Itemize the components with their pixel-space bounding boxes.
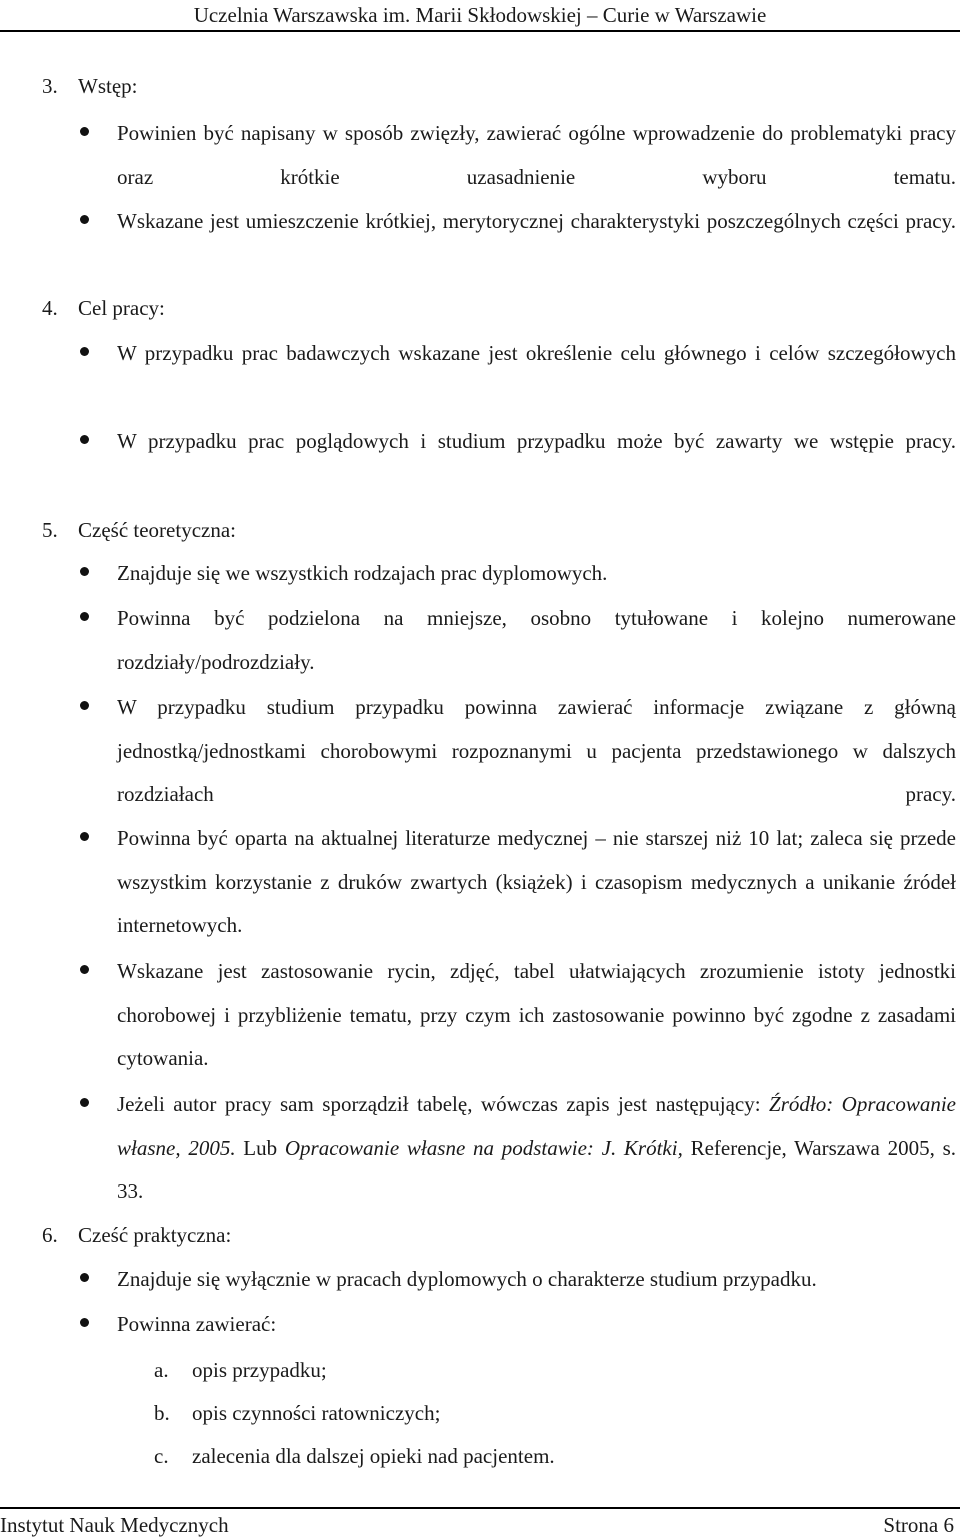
footer-institute: Instytut Nauk Medycznych [0, 1513, 229, 1537]
section-title: Cześć praktyczna: [78, 1223, 232, 1247]
citation-example-1: Źródło: Opracowanie własne, 2005. [117, 1092, 957, 1160]
sub-list-item [154, 1355, 327, 1385]
bullet-icon [80, 567, 89, 576]
sub-list-item [154, 1441, 555, 1471]
bullet-icon [80, 965, 89, 974]
section-title: Część teoretyczna: [78, 518, 236, 542]
header-divider [0, 30, 960, 32]
sub-list-item [154, 1398, 440, 1428]
bullet-icon [80, 612, 89, 621]
list-item-text: Powinna zawierać: [117, 1312, 277, 1336]
list-item-text: W przypadku prac badawczych wskazane jest określenie celu głównego i celów szczegółowych [117, 341, 956, 365]
sub-list-text: opis czynności ratowniczych; [192, 1401, 441, 1425]
bullet-icon [80, 215, 89, 224]
section-title: Wstęp: [78, 74, 138, 98]
sub-list-text: opis przypadku; [192, 1358, 327, 1382]
list-item-text: W przypadku prac poglądowych i studium przypadku może być zawarty we wstępie pracy. [117, 429, 956, 453]
sub-list-text: zalecenia dla dalszej opieki nad pacjentem. [192, 1444, 555, 1468]
sub-list-letter: c. [154, 1444, 169, 1468]
list-item-text: Powinien być napisany w sposób zwięzły, zawierać ogólne wprowadzenie do problematyki pracy oraz krótkie uzasadnienie wyboru tematu. [117, 121, 956, 189]
section-title: Cel pracy: [78, 296, 165, 320]
bullet-icon [80, 1098, 89, 1107]
list-item-text: Znajduje się wyłącznie w pracach dyplomowych o charakterze studium przypadku. [117, 1267, 817, 1291]
list-item [80, 1258, 956, 1302]
list-item [80, 332, 956, 419]
bullet-icon [80, 832, 89, 841]
list-item [80, 1303, 956, 1347]
list-item-text: Powinna być podzielona na mniejsze, osobno tytułowane i kolejno numerowane rozdziały/podrozdziały. [117, 606, 956, 674]
list-item [80, 420, 956, 507]
section-5-heading [42, 515, 236, 545]
section-number: 3. [42, 74, 58, 98]
bullet-icon [80, 435, 89, 444]
bullet-icon [80, 1318, 89, 1327]
page-footer [0, 1511, 960, 1539]
list-item-text: Wskazane jest umieszczenie krótkiej, merytorycznej charakterystyki poszczególnych części pracy. [117, 209, 956, 233]
list-item-text: Wskazane jest zastosowanie rycin, zdjęć, tabel ułatwiających zrozumienie istoty jednostki chorobowej i przybliżenie tematu, przy czym ich zastosowanie powinno być zgodne z zasadami cytowania. [117, 959, 956, 1071]
sub-list-letter: b. [154, 1401, 170, 1425]
bullet-icon [80, 127, 89, 136]
citation-note: Jeżeli autor pracy sam sporządził tabelę, wówczas zapis jest następujący: Źródło: Opracowanie własne, 2005. Lub Opracowanie własne na podstawie: J. Krótki, Referencje, Warszawa 2005, s. 33. [117, 1092, 957, 1204]
section-number: 5. [42, 518, 58, 542]
bullet-icon [80, 1273, 89, 1282]
section-number: 4. [42, 296, 58, 320]
section-3-heading [42, 71, 137, 101]
list-item-text: Znajduje się we wszystkich rodzajach prac dyplomowych. [117, 561, 608, 585]
section-4-heading [42, 293, 165, 323]
list-item [80, 200, 956, 287]
page-header: Uczelnia Warszawska im. Marii Skłodowskiej – Curie w Warszawie [193, 3, 767, 27]
list-item [80, 552, 956, 596]
list-item-text: Powinna być oparta na aktualnej literaturze medycznej – nie starszej niż 10 lat; zaleca się przede wszystkim korzystanie z druków zwartych (książek) i czasopism medycznych a unikanie źródeł internetowych. [117, 826, 956, 938]
footer-divider [0, 1507, 960, 1509]
section-6-heading [42, 1220, 231, 1250]
list-item-text: W przypadku studium przypadku powinna zawierać informacje związane z główną jednostką/jednostkami chorobowymi rozpoznanymi u pacjenta przedstawionego w dalszych rozdziałach pracy. [117, 695, 956, 807]
sub-list-letter: a. [154, 1358, 169, 1382]
citation-example-2: Opracowanie własne na podstawie: J. Krótki, [284, 1135, 683, 1160]
section-number: 6. [42, 1223, 58, 1247]
bullet-icon [80, 347, 89, 356]
bullet-icon [80, 701, 89, 710]
page-number: Strona 6 [883, 1513, 954, 1537]
